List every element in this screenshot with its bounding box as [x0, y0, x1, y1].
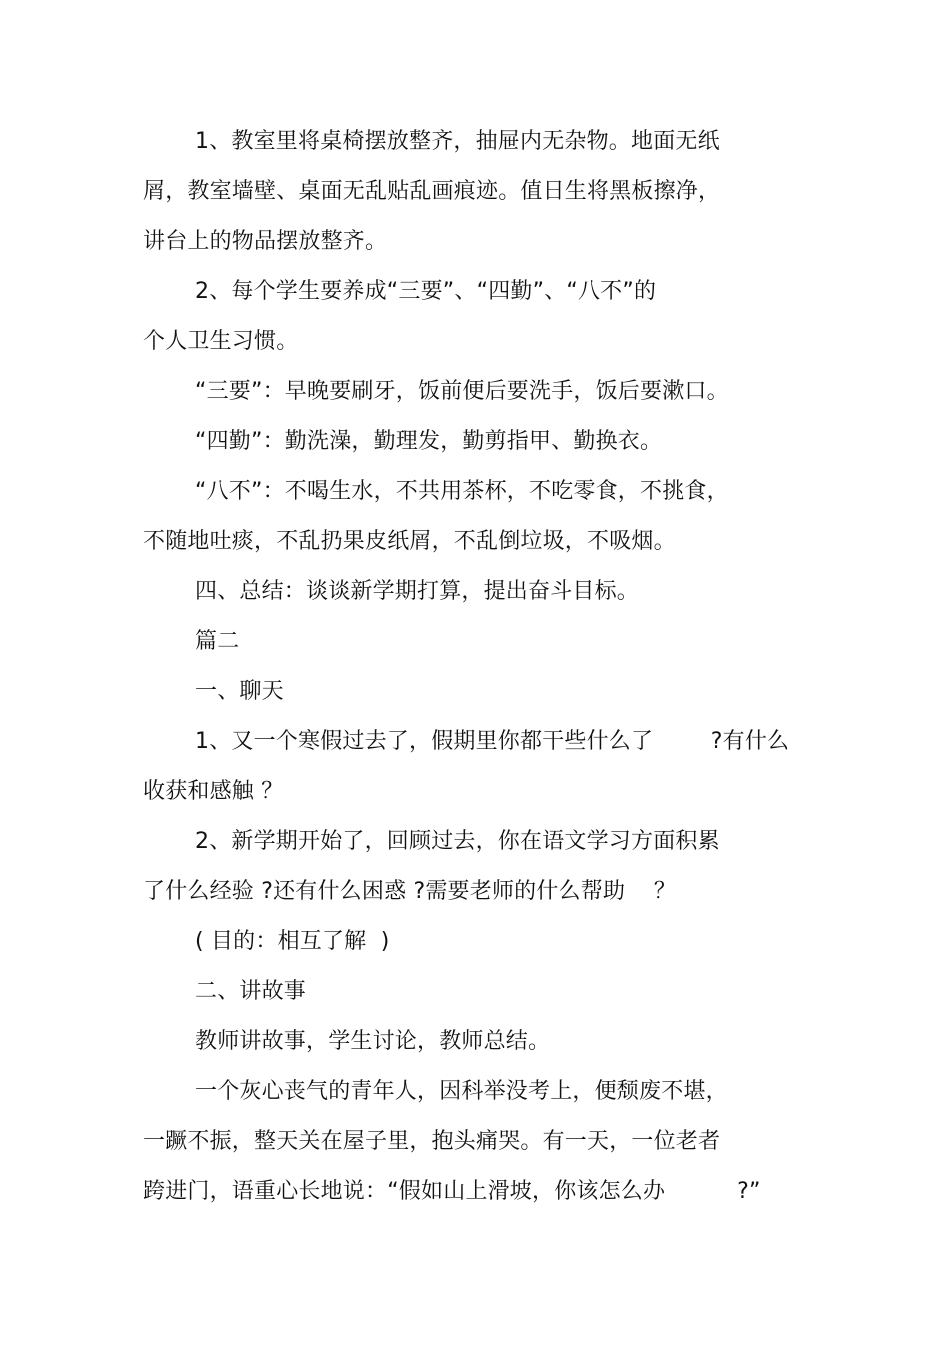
paragraph-line: 讲台上的物品摆放整齐。	[143, 229, 388, 254]
paragraph-line: 跨进门，语重心长地说：“假如山上滑坡，你该怎么办 ?”	[143, 1179, 761, 1204]
section-heading: 一、聊天	[195, 679, 284, 704]
paragraph-line: 1、教室里将桌椅摆放整齐，抽屉内无杂物。地面无纸	[195, 129, 720, 154]
paragraph-line: “八不”：不喝生水，不共用茶杯，不吃零食，不挑食，	[195, 479, 729, 504]
section-heading: 二、讲故事	[195, 979, 307, 1004]
paragraph-line: 收获和感触 ？	[143, 779, 284, 804]
paragraph-line: 1、又一个寒假过去了，假期里你都干些什么了 ?有什么	[195, 729, 790, 754]
paragraph-line: 2、每个学生要养成“三要”、“四勤”、“八不”的	[195, 279, 657, 304]
paragraph-line: “三要”：早晚要刷牙，饭前便后要洗手，饭后要漱口。	[195, 379, 729, 404]
paragraph-line: 屑，教室墙壁、桌面无乱贴乱画痕迹。值日生将黑板擦净，	[143, 179, 721, 204]
paragraph-line: “四勤”：勤洗澡，勤理发，勤剪指甲、勤换衣。	[195, 429, 663, 454]
paragraph-line: 了什么经验 ?还有什么困惑 ?需要老师的什么帮助 ？	[143, 879, 677, 904]
section-heading: 篇二	[195, 629, 240, 654]
section-heading: 四、总结：谈谈新学期打算，提出奋斗目标。	[195, 579, 640, 604]
paragraph-line: 一个灰心丧气的青年人，因科举没考上，便颓废不堪，	[195, 1079, 728, 1104]
paragraph-line: 一蹶不振，整天关在屋子里，抱头痛哭。有一天，一位老者	[143, 1129, 721, 1154]
paragraph-line: ( 目的：相互了解 )	[195, 929, 390, 954]
paragraph-line: 个人卫生习惯。	[143, 329, 299, 354]
paragraph-line: 教师讲故事，学生讨论，教师总结。	[195, 1029, 551, 1054]
paragraph-line: 2、新学期开始了，回顾过去，你在语文学习方面积累	[195, 829, 720, 854]
paragraph-line: 不随地吐痰，不乱扔果皮纸屑，不乱倒垃圾，不吸烟。	[143, 529, 676, 554]
